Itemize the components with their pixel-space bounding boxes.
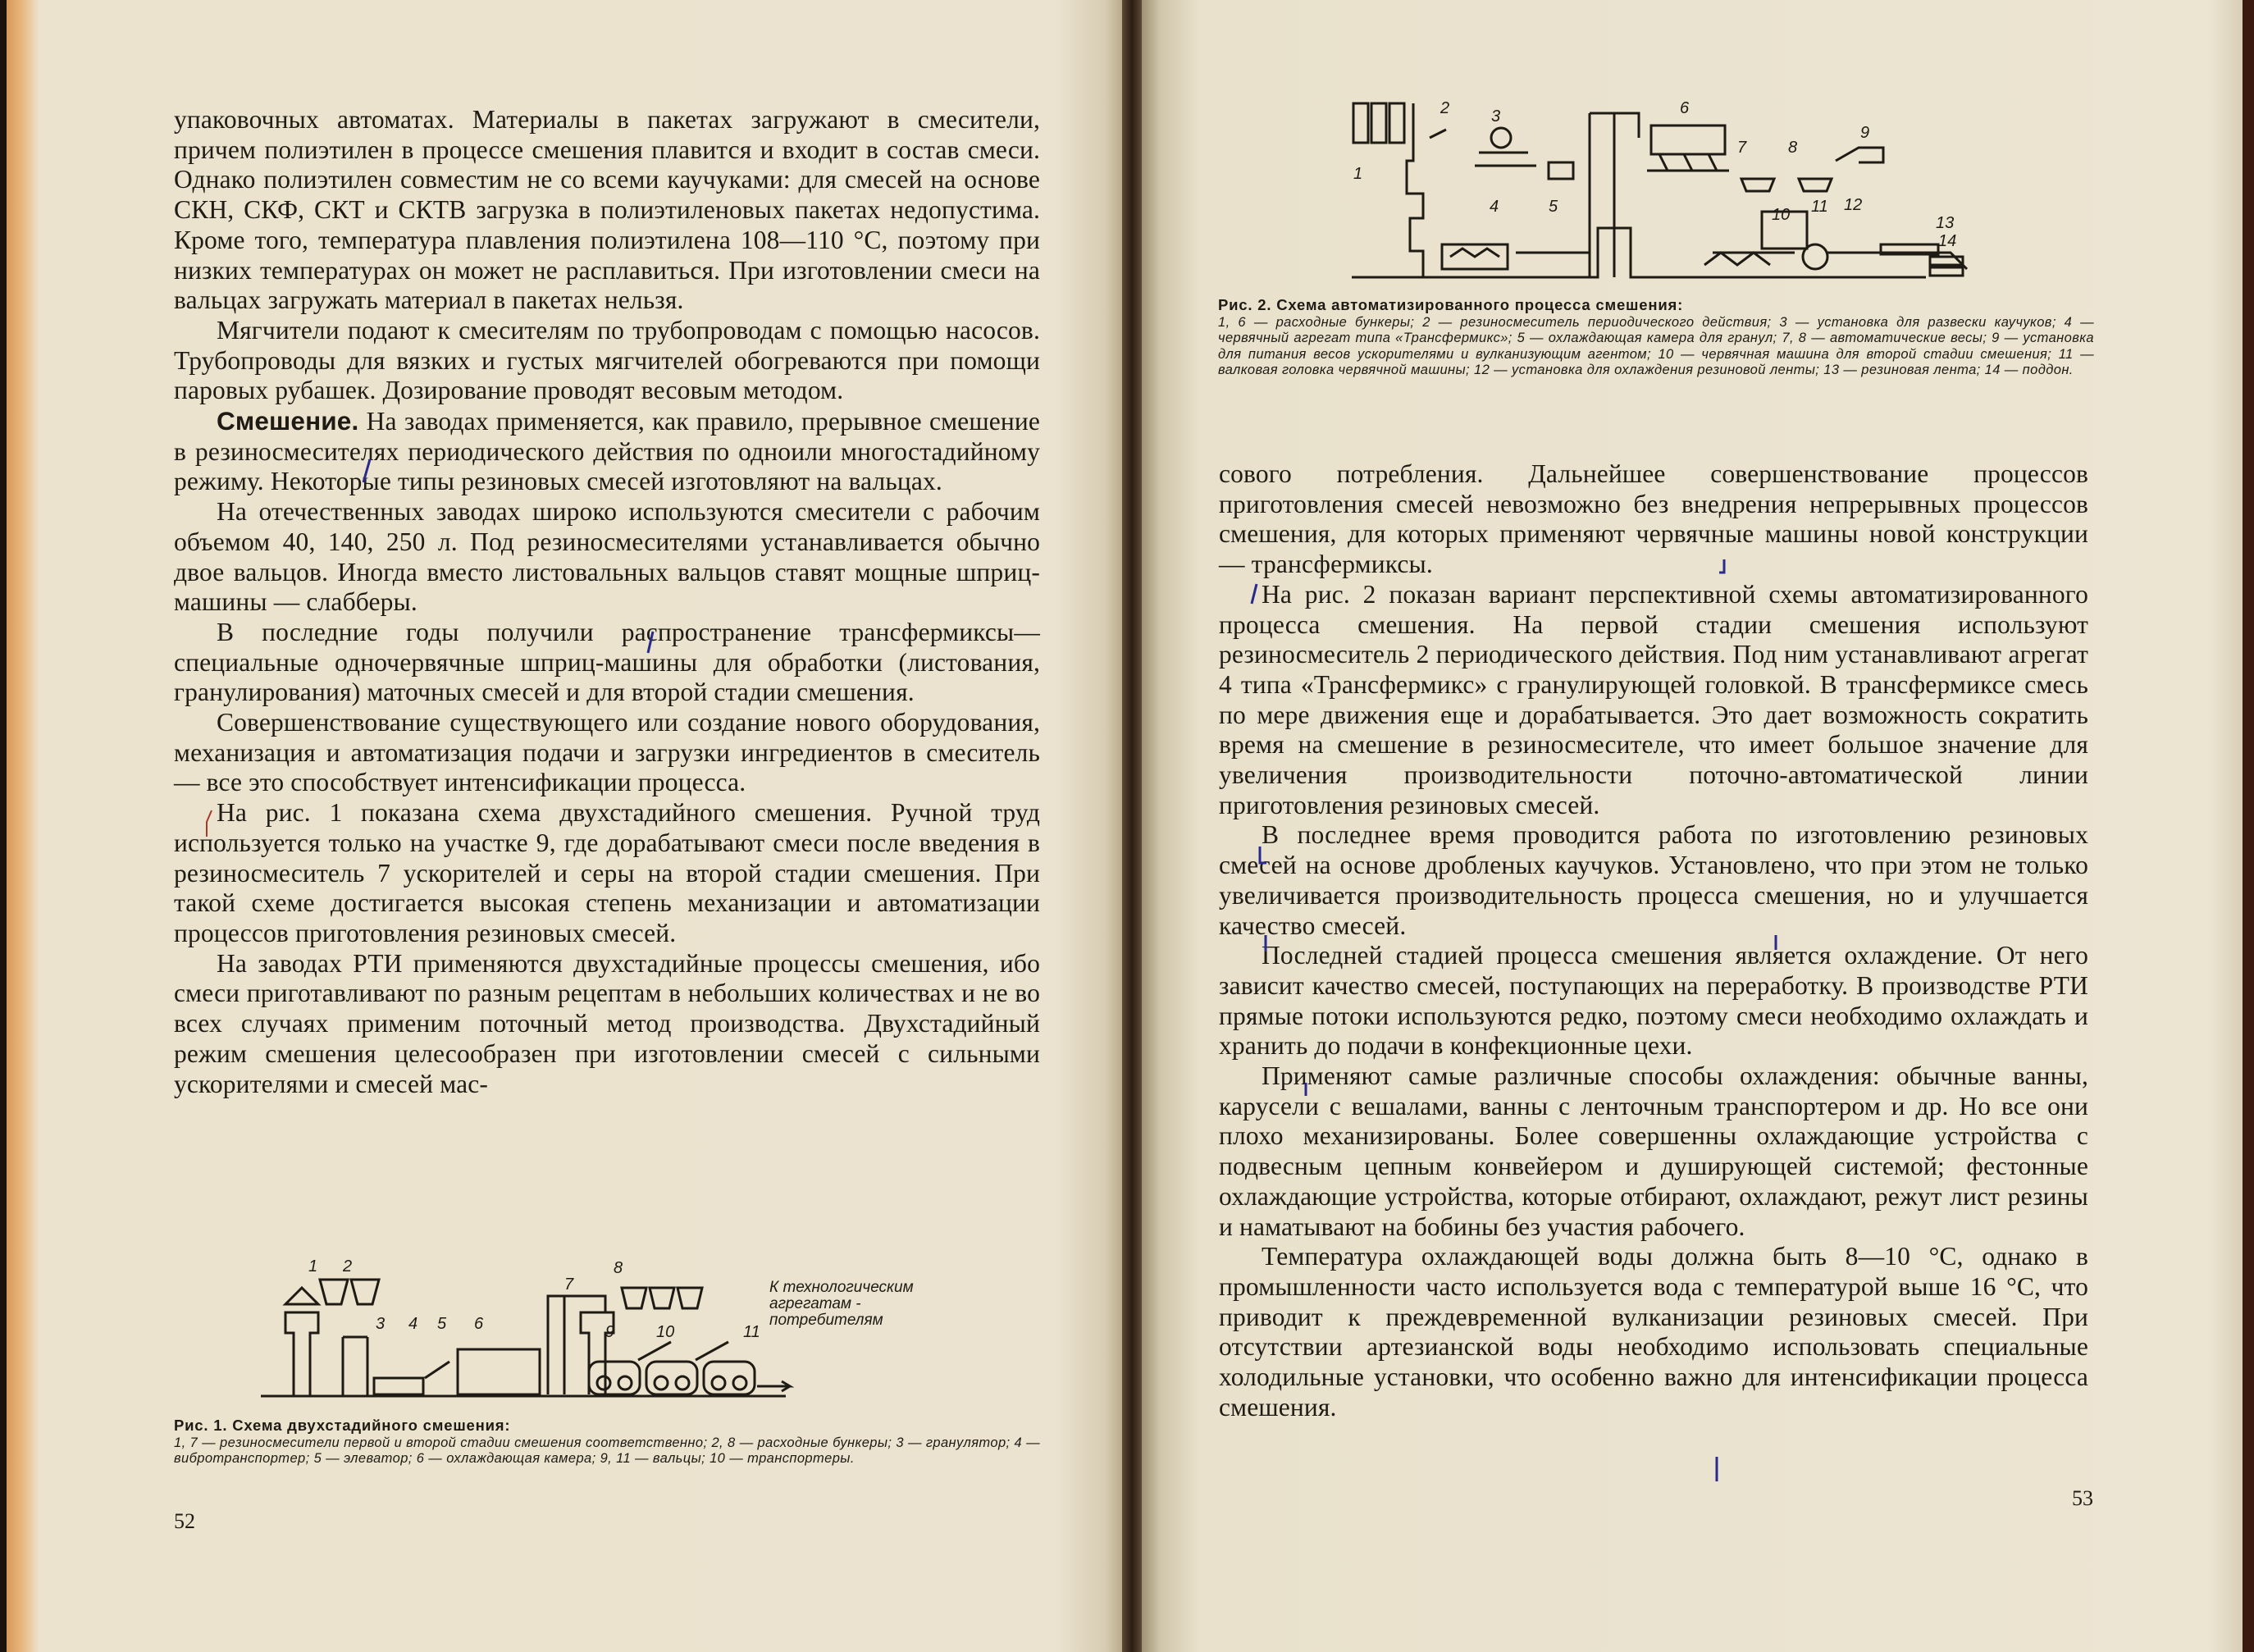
fig2-num-2: 2 [1440, 99, 1450, 117]
fig1-num-7: 7 [564, 1276, 574, 1294]
right-paragraph-text: сового потребления. Дальнейшее совершенствование процессов приготовления смесей невозможно без внедрения непрерывных процессов смешения, для которых применяют червячные машины новой конструкции — трансфермиксы. [1219, 459, 2088, 579]
fig2-num-10: 10 [1772, 206, 1791, 224]
fig2-num-8: 8 [1788, 139, 1798, 157]
page-number-left: 52 [174, 1509, 195, 1533]
fig1-num-11: 11 [743, 1323, 760, 1341]
fig2-num-3: 3 [1491, 107, 1501, 125]
left-paragraph-text: На заводах применяется, как правило, прерывное смешение в резиносмесителях периодического действия по одноили многостадийному режиму. Некоторые типы резиновых смесей изготовляют на вальцах. [174, 407, 1040, 496]
left-paragraph-text: На заводах РТИ применяются двухстадийные процессы смешения, ибо смеси приготавливают по разным рецептам в небольших количествах и не во всех случаях применим поточный метод производства. Двухстадийный режим смешения целесообразен при изготовлении смесей с сильными ускорителями и смесей мас- [174, 948, 1040, 1098]
fig2-num-9: 9 [1860, 124, 1870, 142]
left-paragraph-text: На отечественных заводах широко используются смесители с рабочим объемом 40, 140, 250 л. Под резиносмесителями устанавливается обычно двое вальцов. Иногда вместо листовальных вальцов ставят мощные шприц-машины — слабберы. [174, 497, 1040, 617]
figure-2-caption-text: 1, 6 — расходные бункеры; 2 — резиносмеситель периодического действия; 3 — установка для развески каучуков; 4 — червячный агрегат типа «Трансфермикс»; 5 — охлаждающая камера для гранул; 7, 8 — автоматические весы; 9 — установка для питания весов ускорителями и вулканизующим агентом; 10 — червячная машина для второй стадии смешения; 11 — валковая головка червячной машины; 12 — установка для охлаждения резиновой ленты; 13 — резиновая лента; 14 — поддон. [1218, 314, 2094, 377]
fig2-num-7: 7 [1737, 139, 1747, 157]
figure-1-caption-text: 1, 7 — резиносмесители первой и второй стадии смешения соответственно; 2, 8 — расходные бункеры; 3 — гранулятор; 4 — вибротранспортер; 5 — элеватор; 6 — охлаждающая камера; 9, 11 — вальцы; 10 — транспортеры. [174, 1435, 1040, 1466]
right-paragraph-text: В последнее время проводится работа по изготовлению резиновых смесей на основе дробленых каучуков. Установлено, что при этом не только увеличивается производительность процесса смешения, но и улучшается качество смесей. [1219, 820, 2088, 940]
fig1-num-8: 8 [614, 1259, 623, 1277]
right-paragraph-text: На рис. 2 показан вариант перспективной схемы автоматизированного процесса смешения. На первой стадии смешения используют резиносмеситель 2 периодического действия. Под ним устанавливают агрегат 4 типа «Трансфермикс» с гранулирующей головкой. В трансфермиксе смесь по мере движения еще и дорабатывается. Это дает возможность сократить время на смешение в резиносмесителе, что имеет большое значение для увеличения производительности поточно-автоматической линии приготовления резиновых смесей. [1219, 579, 2088, 819]
fig2-num-6: 6 [1680, 99, 1690, 117]
fig2-num-14: 14 [1938, 232, 1957, 250]
fig2-num-11: 11 [1811, 198, 1828, 216]
fig1-consumer-label: К технологическим агрегатам - потребителям [769, 1279, 914, 1329]
left-paragraph-text: На рис. 1 показана схема двухстадийного смешения. Ручной труд используется только на участке 9, где дорабатывают смеси после введения в резиносмеситель 7 ускорителей и серы на второй стадии смешения. При такой схеме достигается высокая степень механизации и автоматизации процессов приготовления резиновых смесей. [174, 798, 1040, 947]
fig1-num-4: 4 [408, 1315, 418, 1333]
fig2-num-5: 5 [1549, 198, 1558, 216]
left-paragraph-text: В последние годы получили распространение трансфермиксы— специальные одночервячные шприц-машины для обработки (листования, гранулирования) маточных смесей и для второй стадии смешения. [174, 617, 1040, 707]
fig2-num-1: 1 [1353, 165, 1363, 183]
fig1-num-9: 9 [605, 1323, 615, 1341]
right-paragraph-text: Последней стадией процесса смешения является охлаждение. От него зависит качество смесей, поступающих на переработку. В производстве РТИ прямые потоки используются редко, поэтому смеси необходимо охлаждать и хранить до подачи в конфекционные цехи. [1219, 941, 2088, 1061]
figure-2-caption-title: Рис. 2. Схема автоматизированного процесса смешения: [1218, 296, 1684, 313]
fig1-num-2: 2 [343, 1257, 353, 1276]
right-paragraph-text: Применяют самые различные способы охлаждения: обычные ванны, карусели с вешалами, ванны с ленточным транспортером и др. Но все они плохо механизированы. Более совершенны охлаждающие устройства с подвесным цепным конвейером и душирующей системой; фестонные охлаждающие устройства, которые отбирают, охлаждают, режут лист резины и наматывают на бобины без участия рабочего. [1219, 1061, 2088, 1241]
left-paragraph-text: Совершенствование существующего или создание нового оборудования, механизация и автоматизация подачи и загрузки ингредиентов в смеситель — все это способствует интенсификации процесса. [174, 708, 1040, 797]
page-number-right: 53 [2072, 1486, 2093, 1510]
right-paragraph-text: Температура охлаждающей воды должна быть 8—10 °С, однако в промышленности часто используется вода с температурой выше 16 °С, что приводит к преждевременной вулканизации резиновых смесей. При отсутствии артезианской воды необходимо использовать специальные холодильные установки, что особенно важно для интенсификации процесса смешения. [1219, 1242, 2088, 1422]
left-paragraph-text: Мягчители подают к смесителям по трубопроводам с помощью насосов. Трубопроводы для вязких и густых мягчителей обогреваются при помощи паровых рубашек. Дозирование проводят весовым методом. [174, 315, 1040, 405]
fig2-num-13: 13 [1936, 214, 1955, 232]
fig2-num-12: 12 [1844, 196, 1863, 214]
fig1-num-6: 6 [474, 1315, 484, 1333]
fig1-num-3: 3 [376, 1315, 386, 1333]
fig1-num-10: 10 [656, 1323, 675, 1341]
section-heading: Смешение. [217, 406, 359, 436]
fig1-num-5: 5 [437, 1315, 447, 1333]
fig2-num-4: 4 [1490, 198, 1499, 216]
fig1-num-1: 1 [308, 1257, 318, 1276]
figure-1-caption-title: Рис. 1. Схема двухстадийного смешения: [174, 1417, 511, 1434]
left-paragraph-text: упаковочных автоматах. Материалы в пакетах загружают в смесители, причем полиэтилен в процессе смешения плавится и входит в состав смеси. Однако полиэтилен совместим не со всеми каучуками: для смесей на основе СКН, СКФ, СКТ и СКТВ загрузка в полиэтиленовых пакетах недопустима. Кроме того, температура плавления полиэтилена 108—110 °С, поэтому при низких температурах он может не расплавиться. При изготовлении смеси на вальцах загружать материал в пакетах нельзя. [174, 105, 1040, 315]
